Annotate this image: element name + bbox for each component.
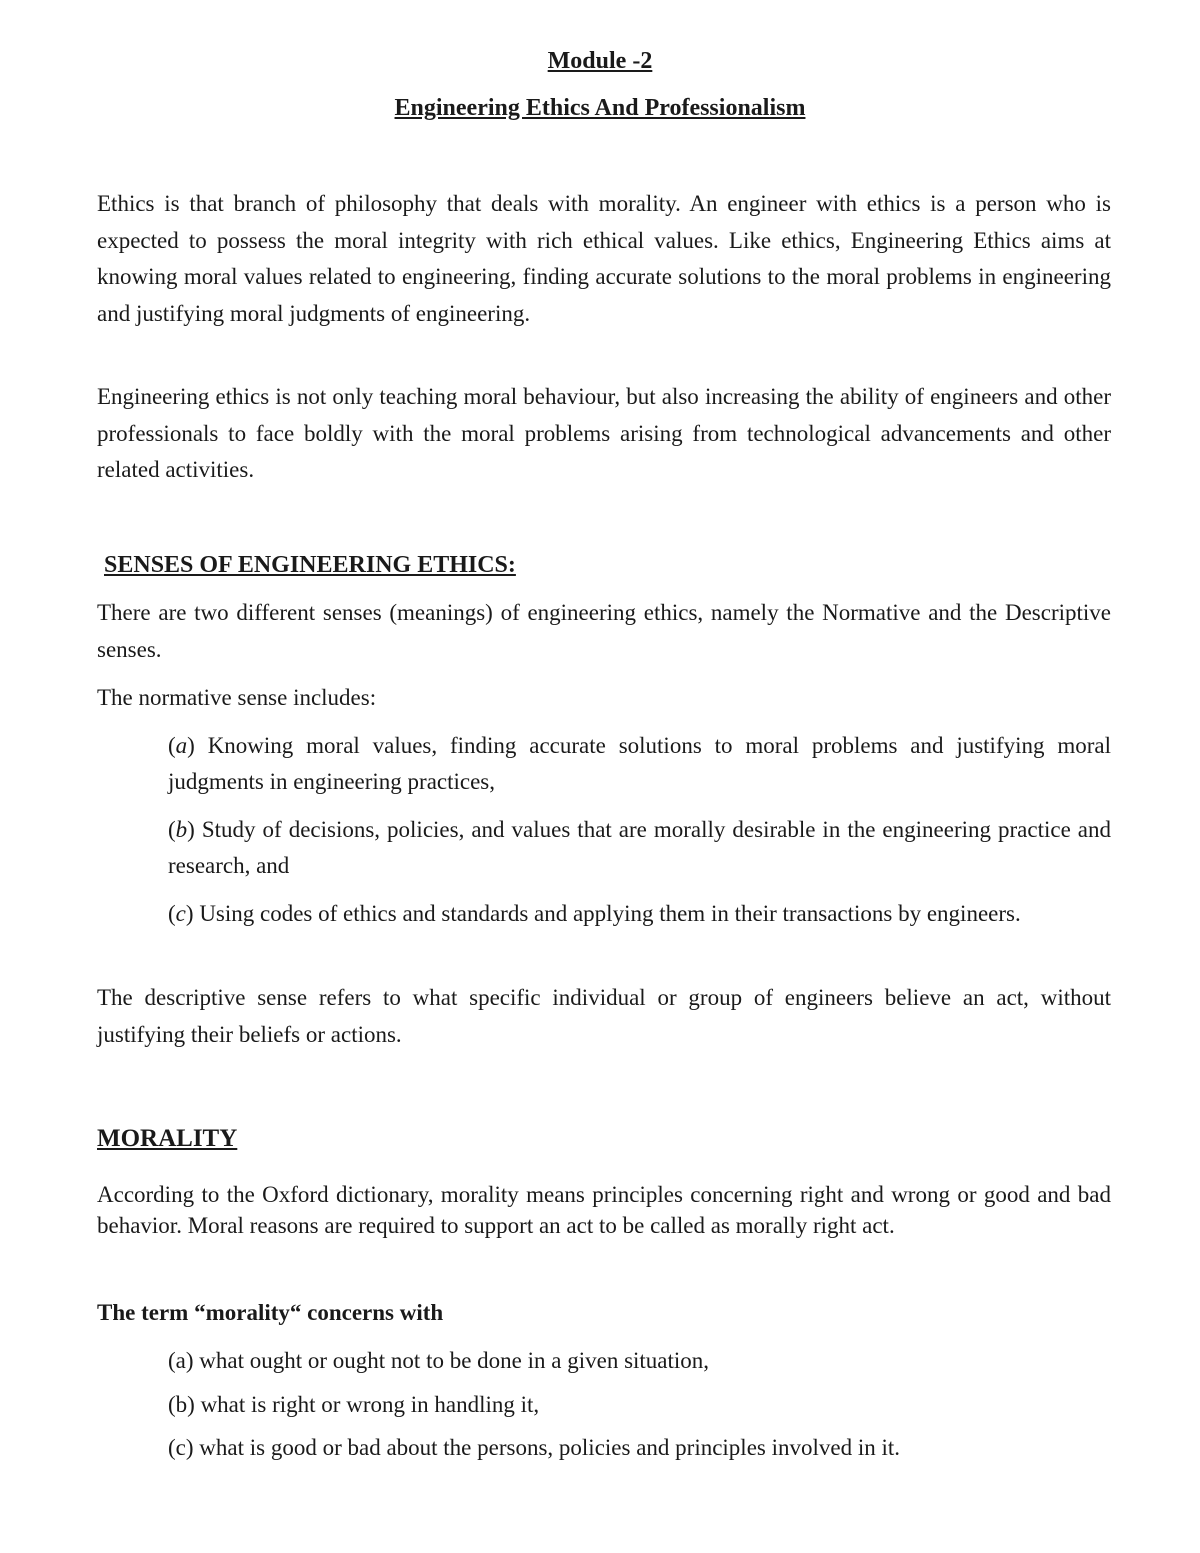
senses-heading: SENSES OF ENGINEERING ETHICS: (104, 552, 516, 578)
document-subtitle: Engineering Ethics And Professionalism (394, 95, 806, 121)
normative-item-a: (a) Knowing moral values, finding accurate solutions to moral problems and justifying moral judgments in engineering practices, (168, 733, 1111, 794)
normative-item-b: (b) Study of decisions, policies, and values that are morally desirable in the engineering practice and research, and (168, 817, 1111, 878)
morality-item-c: (c) what is good or bad about the persons, policies and principles involved in it. (168, 1435, 901, 1460)
intro-paragraph-2: Engineering ethics is not only teaching moral behaviour, but also increasing the ability of engineers and other professionals to face boldly with the moral problems arising from technological advancements and other related activities. (97, 384, 1111, 482)
morality-paragraph: According to the Oxford dictionary, morality means principles concerning right and wrong or good and bad behavior. Moral reasons are required to support an act to be called as morally right act. (97, 1182, 1111, 1238)
senses-paragraph-3: The descriptive sense refers to what specific individual or group of engineers believe an act, without justifying their beliefs or actions. (97, 985, 1111, 1047)
module-title: Module -2 (547, 48, 653, 74)
morality-item-a: (a) what ought or ought not to be done in a given situation, (168, 1348, 710, 1373)
senses-paragraph-2: The normative sense includes: (97, 685, 377, 710)
normative-item-c: (c) Using codes of ethics and standards and applying them in their transactions by engineers. (168, 901, 1021, 926)
item-marker: c (175, 901, 186, 926)
item-marker: b (175, 817, 188, 842)
morality-heading: MORALITY (97, 1125, 238, 1152)
intro-paragraph-1: Ethics is that branch of philosophy that deals with morality. An engineer with ethics is a person who is expected to possess the moral integrity with rich ethical values. Like ethics, Engineering Ethics aims at knowing moral values related to engineering, finding accurate solutions to the moral problems in engineering and justifying moral judgments of engineering. (97, 191, 1111, 326)
morality-item-b: (b) what is right or wrong in handling it, (168, 1392, 540, 1417)
item-text: Knowing moral values, finding accurate solutions to moral problems and justifying moral judgments in engineering practices, (168, 733, 1111, 794)
item-text: Study of decisions, policies, and values that are morally desirable in the engineering practice and research, and (168, 817, 1111, 878)
morality-term-line: The term “morality“ concerns with (97, 1300, 444, 1325)
item-marker: a (175, 733, 188, 758)
senses-paragraph-1: There are two different senses (meanings) of engineering ethics, namely the Normative and the Descriptive senses. (97, 600, 1111, 662)
item-text: Using codes of ethics and standards and applying them in their transactions by engineers. (199, 901, 1021, 926)
